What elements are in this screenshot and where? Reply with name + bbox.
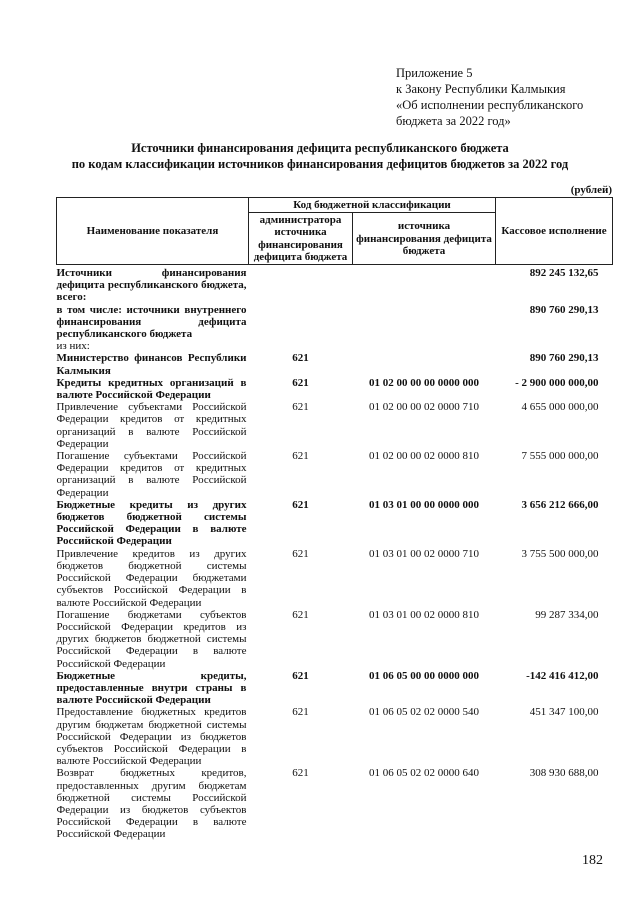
table-row bbox=[57, 401, 613, 450]
appendix-line: к Закону Республики Калмыкия bbox=[396, 82, 566, 96]
row-amount: 7 555 000 000,00 bbox=[521, 450, 599, 463]
row-source-code: 01 06 05 00 00 0000 000 bbox=[369, 669, 479, 682]
header-amount: Кассовое исполнение bbox=[496, 198, 613, 265]
row-name-text: Привлечение кредитов из других бюджетов бюджетной системы Российской Федерации бюджетами субъектов Российской Федерации в валюте Российской Федерации bbox=[56, 547, 247, 609]
header-name: Наименование показателя bbox=[57, 198, 249, 265]
row-name-text: Министерство финансов Республики Калмыкия bbox=[56, 352, 247, 377]
row-name bbox=[57, 377, 249, 401]
header-code-group: Код бюджетной классификации bbox=[249, 198, 496, 213]
row-admin-code: 621 bbox=[292, 450, 309, 463]
table-row bbox=[57, 304, 613, 353]
row-amount: -142 416 412,00 bbox=[526, 669, 599, 682]
row-source-code: 01 02 00 00 02 0000 710 bbox=[369, 401, 479, 414]
row-amount: 892 245 132,65 bbox=[529, 267, 599, 280]
row-name-text: Бюджетные кредиты из других бюджетов бюджетной системы Российской Федерации в валюте Российской Федерации bbox=[56, 498, 247, 548]
row-name-text: Источники финансирования дефицита республиканского бюджета, всего: bbox=[56, 267, 247, 304]
row-name bbox=[57, 670, 249, 707]
row-amount: 890 760 290,13 bbox=[529, 303, 599, 316]
row-name-text: Кредиты кредитных организаций в валюте Российской Федерации bbox=[56, 376, 247, 402]
table-row bbox=[57, 499, 613, 548]
table-row bbox=[57, 450, 613, 499]
row-name-text: Привлечение субъектами Российской Федерации кредитов от кредитных организаций в валюте Российской Федерации bbox=[56, 401, 247, 450]
appendix-line: бюджета за 2022 год» bbox=[396, 114, 511, 128]
row-amount: 308 930 688,00 bbox=[529, 767, 599, 780]
row-name-text: Погашение субъектами Российской Федерации кредитов от кредитных организаций в валюте Российской Федерации bbox=[56, 450, 247, 499]
appendix-note bbox=[396, 65, 583, 129]
row-amount: 451 347 100,00 bbox=[529, 706, 599, 719]
appendix-line: «Об исполнении республиканского bbox=[396, 98, 584, 112]
row-name bbox=[57, 548, 249, 609]
row-admin-code: 621 bbox=[292, 401, 309, 414]
row-name-text: Возврат бюджетных кредитов, предоставленных другим бюджетам бюджетной системы Российской Федерации из бюджетов субъектов Российской Федерации в валюте Российской Федерации bbox=[56, 767, 247, 841]
row-source-code bbox=[353, 352, 496, 376]
row-name-text: в том числе: источники внутреннего финансирования дефицита республиканского бюджета bbox=[56, 303, 247, 341]
table-row bbox=[57, 609, 613, 670]
table-row bbox=[57, 352, 613, 376]
row-name bbox=[57, 352, 249, 376]
row-admin-code bbox=[249, 304, 353, 353]
row-amount: - 2 900 000 000,00 bbox=[515, 376, 599, 389]
row-source-code: 01 06 05 02 02 0000 540 bbox=[369, 706, 479, 719]
title-line: по кодам классификации источников финансирования дефицитов бюджетов за 2022 год bbox=[71, 157, 569, 171]
row-amount: 3 755 500 000,00 bbox=[521, 547, 599, 560]
row-name bbox=[57, 767, 249, 840]
row-name bbox=[57, 499, 249, 548]
row-name bbox=[57, 265, 249, 304]
row-name bbox=[57, 304, 249, 353]
row-source-code: 01 02 00 00 00 0000 000 bbox=[369, 376, 479, 389]
row-name-text: Погашение бюджетами субъектов Российской Федерации кредитов из других бюджетов бюджетной системы Российской Федерации в валюте Российской Федерации bbox=[56, 608, 247, 670]
table-row bbox=[57, 767, 613, 840]
row-source-code: 01 03 01 00 00 0000 000 bbox=[369, 498, 479, 511]
title-line: Источники финансирования дефицита республиканского бюджета bbox=[131, 141, 509, 155]
row-name bbox=[57, 401, 249, 450]
row-source-code: 01 03 01 00 02 0000 710 bbox=[369, 547, 479, 560]
appendix-line: Приложение 5 bbox=[396, 66, 473, 80]
row-source-code: 01 06 05 02 02 0000 640 bbox=[369, 767, 479, 780]
row-admin-code: 621 bbox=[292, 767, 309, 780]
row-admin-code: 621 bbox=[292, 669, 309, 682]
table-row bbox=[57, 548, 613, 609]
row-admin-code: 621 bbox=[292, 352, 309, 365]
row-amount: 890 760 290,13 bbox=[529, 352, 599, 365]
table-row bbox=[57, 670, 613, 707]
document-title bbox=[0, 140, 640, 172]
table-row bbox=[57, 265, 613, 304]
row-admin-code: 621 bbox=[292, 706, 309, 719]
sources-table bbox=[56, 197, 613, 841]
unit-label: (рублей) bbox=[570, 184, 612, 196]
row-source-code: 01 02 00 00 02 0000 810 bbox=[369, 450, 479, 463]
row-name-text: Предоставление бюджетных кредитов другим бюджетам бюджетной системы Российской Федерации из бюджетов субъектов Российской Федерации в валюте Российской Федерации bbox=[56, 706, 247, 768]
row-amount: 3 656 212 666,00 bbox=[521, 498, 599, 511]
row-amount: 99 287 334,00 bbox=[535, 608, 599, 621]
row-admin-code: 621 bbox=[292, 498, 309, 511]
table-row bbox=[57, 377, 613, 401]
row-name-subtext: из них: bbox=[56, 340, 90, 353]
row-source-code: 01 03 01 00 02 0000 810 bbox=[369, 608, 479, 621]
row-name bbox=[57, 706, 249, 767]
page-number: 182 bbox=[582, 853, 603, 868]
table-row bbox=[57, 706, 613, 767]
header-admin: администратора источника финансирования дефицита бюджета bbox=[249, 213, 353, 265]
row-admin-code: 621 bbox=[292, 376, 309, 389]
row-source-code bbox=[353, 304, 496, 353]
row-admin-code bbox=[249, 265, 353, 304]
row-admin-code: 621 bbox=[292, 547, 309, 560]
row-name bbox=[57, 609, 249, 670]
row-name bbox=[57, 450, 249, 499]
row-name-text: Бюджетные кредиты, предоставленные внутри страны в валюте Российской Федерации bbox=[56, 669, 247, 707]
row-amount: 4 655 000 000,00 bbox=[521, 401, 599, 414]
header-source: источника финансирования дефицита бюджета bbox=[353, 213, 496, 265]
row-admin-code: 621 bbox=[292, 608, 309, 621]
row-source-code bbox=[353, 265, 496, 304]
